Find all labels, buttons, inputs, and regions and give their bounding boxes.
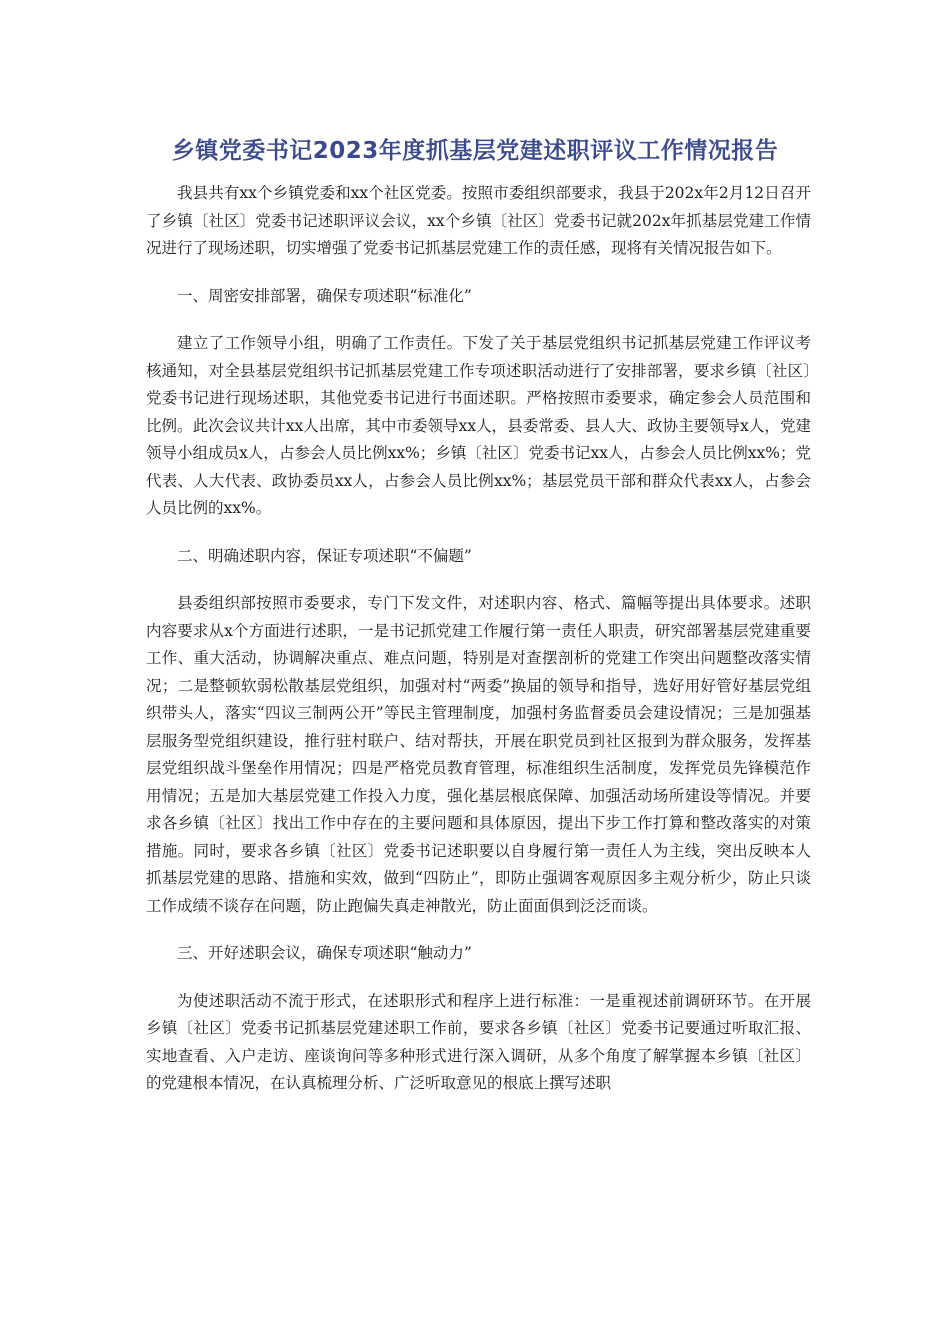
section-heading-3: 三、开好述职会议，确保专项述职“触动力” — [177, 944, 472, 962]
section-heading-2: 二、明确述职内容，保证专项述职“不偏题” — [177, 546, 472, 565]
section-1-paragraph: 建立了工作领导小组，明确了工作责任。下发了关于基层党组织书记抓基层党建工作评议考核通知，对全县基层党组织书记抓基层党建工作专项述职活动进行了安排部署，要求乡镇〔社区〕党委书记进行现场述职，其他党委书记进行书面述职。严格按照市委要求，确定参会人员范围和比例。此次会议共计xx人出席，其中市委领导xx人，县委常委、县人大、政协主要领导x人，党建领导小组成员x人，占参会人员比例xx%；乡镇〔社区〕党委书记xx人，占参会人员比例xx%；党代表、人大代表、政协委员xx人，占参会人员比例xx%；基层党员干部和群众代表xx人，占参会人员比例的xx%。 — [146, 334, 811, 517]
document-body — [146, 180, 811, 1118]
intro-paragraph: 我县共有xx个乡镇党委和xx个社区党委。按照市委组织部要求，我县于202x年2月12日召开了乡镇〔社区〕党委书记述职评议会议，xx个乡镇〔社区〕党委书记就202x年抓基层党建工作情况进行了现场述职，切实增强了党委书记抓基层党建工作的责任感，现将有关情况报告如下。 — [146, 184, 811, 257]
document-title: 乡镇党委书记2023年度抓基层党建述职评议工作情况报告 — [171, 138, 779, 164]
section-heading-1: 一、周密安排部署，确保专项述职“标准化” — [177, 286, 472, 305]
section-2-paragraph: 县委组织部按照市委要求，专门下发文件，对述职内容、格式、篇幅等提出具体要求。述职内容要求从x个方面进行述职，一是书记抓党建工作履行第一责任人职责，研究部署基层党建重要工作、重大活动，协调解决重点、难点问题，特别是对查摆剖析的党建工作突出问题整改落实情况；二是整顿软弱松散基层党组织，加强对村“两委”换届的领导和指导，选好用好管好基层党组织带头人，落实“四议三制两公开”等民主管理制度，加强村务监督委员会建设情况；三是加强基层服务型党组织建设，推行驻村联户、结对帮扶，开展在职党员到社区报到为群众服务，发挥基层党组织战斗堡垒作用情况；四是严格党员教育管理，标准组织生活制度，发挥党员先锋模范作用情况；五是加大基层党建工作投入力度，强化基层根底保障、加强活动场所建设等情况。并要求各乡镇〔社区〕找出工作中存在的主要问题和具体原因，提出下步工作打算和整改落实的对策措施。同时，要求各乡镇〔社区〕党委书记述职要以自身履行第一责任人为主线，突出反映本人抓基层党建的思路、措施和实效，做到“四防止”，即防止强调客观原因多主观分析少，防止只谈工作成绩不谈存在问题，防止跑偏失真走神散光，防止面面俱到泛泛而谈。 — [146, 594, 811, 915]
section-3-paragraph: 为使述职活动不流于形式，在述职形式和程序上进行标准：一是重视述前调研环节。在开展乡镇〔社区〕党委书记抓基层党建述职工作前，要求各乡镇〔社区〕党委书记要通过听取汇报、实地查看、入户走访、座谈询问等多种形式进行深入调研，从多个角度了解掌握本乡镇〔社区〕的党建根本情况，在认真梳理分析、广泛听取意见的根底上撰写述职 — [146, 991, 811, 1092]
